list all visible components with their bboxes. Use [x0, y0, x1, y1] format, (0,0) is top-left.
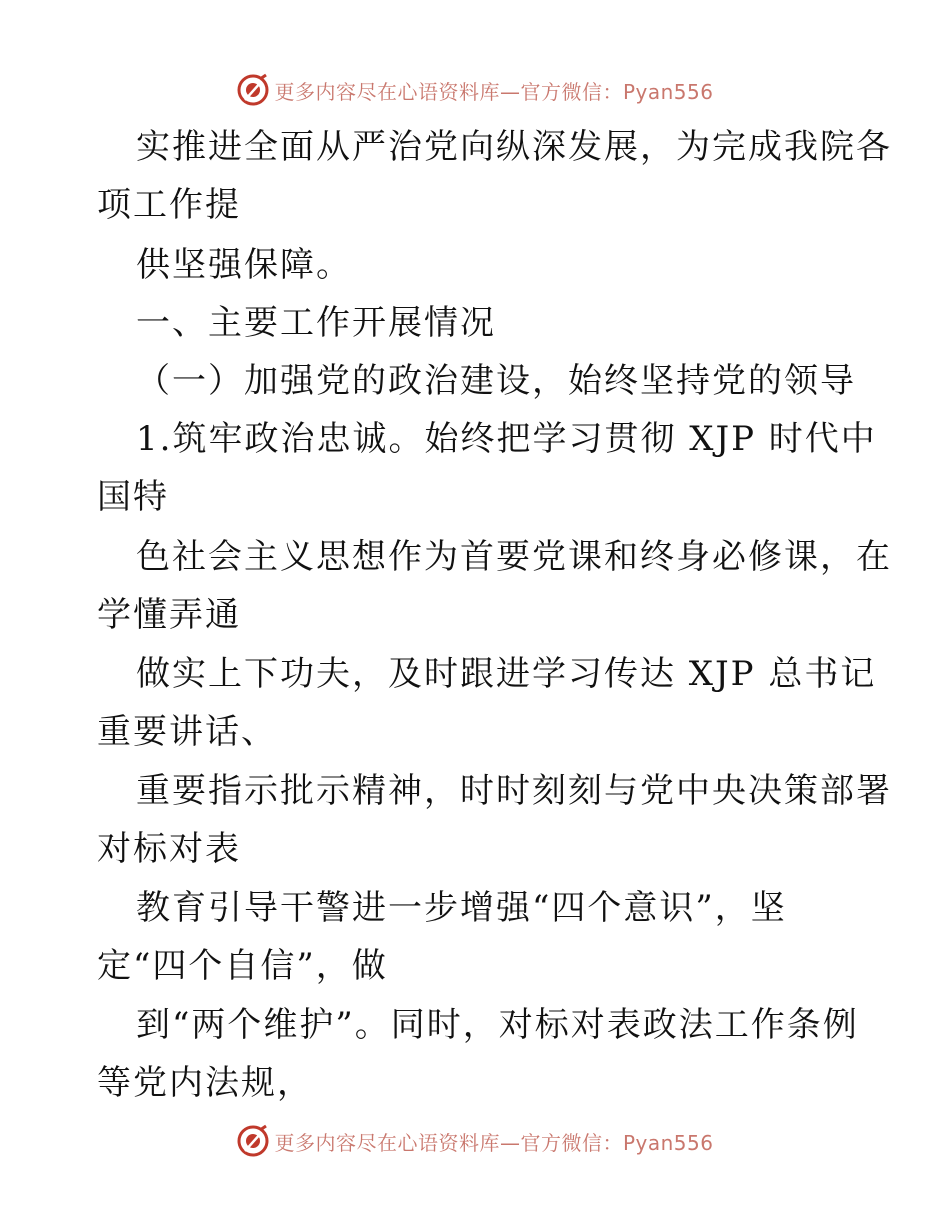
body-line: 对标对表 — [97, 829, 241, 869]
section-heading: 一、主要工作开展情况 — [136, 303, 496, 343]
body-line: 实推进全面从严治党向纵深发展，为完成我院各 — [136, 127, 892, 167]
body-line: 重要指示批示精神，时时刻刻与党中央决策部署 — [136, 771, 892, 811]
body-line: 教育引导干警进一步增强“四个意识”，坚 — [136, 888, 787, 928]
body-line: 做实上下功夫，及时跟进学习传达 XJP 总书记 — [136, 654, 877, 694]
pen-seal-logo — [236, 73, 270, 107]
body-line: 等党内法规， — [97, 1063, 313, 1103]
body-line: 重要讲话、 — [97, 712, 277, 752]
body-line: 1.筑牢政治忠诚。始终把学习贯彻 XJP 时代中 — [136, 419, 877, 459]
footer-banner-text: 更多内容尽在心语资料库—官方微信：Pyan556 — [274, 1130, 714, 1155]
footer-banner — [0, 1119, 950, 1163]
body-line: 学懂弄通 — [97, 595, 241, 635]
pen-seal-logo — [236, 1124, 270, 1158]
body-line: 定“四个自信”，做 — [97, 946, 388, 986]
subsection-heading: （一）加强党的政治建设，始终坚持党的领导 — [136, 361, 856, 401]
body-line: 供坚强保障。 — [136, 245, 352, 285]
header-banner-text: 更多内容尽在心语资料库—官方微信：Pyan556 — [274, 79, 714, 104]
body-line: 项工作提 — [97, 185, 241, 225]
body-line: 色社会主义思想作为首要党课和终身必修课，在 — [136, 537, 892, 577]
body-line: 国特 — [97, 477, 169, 517]
header-banner — [0, 68, 950, 112]
body-line: 到“两个维护”。同时，对标对表政法工作条例 — [136, 1005, 859, 1045]
